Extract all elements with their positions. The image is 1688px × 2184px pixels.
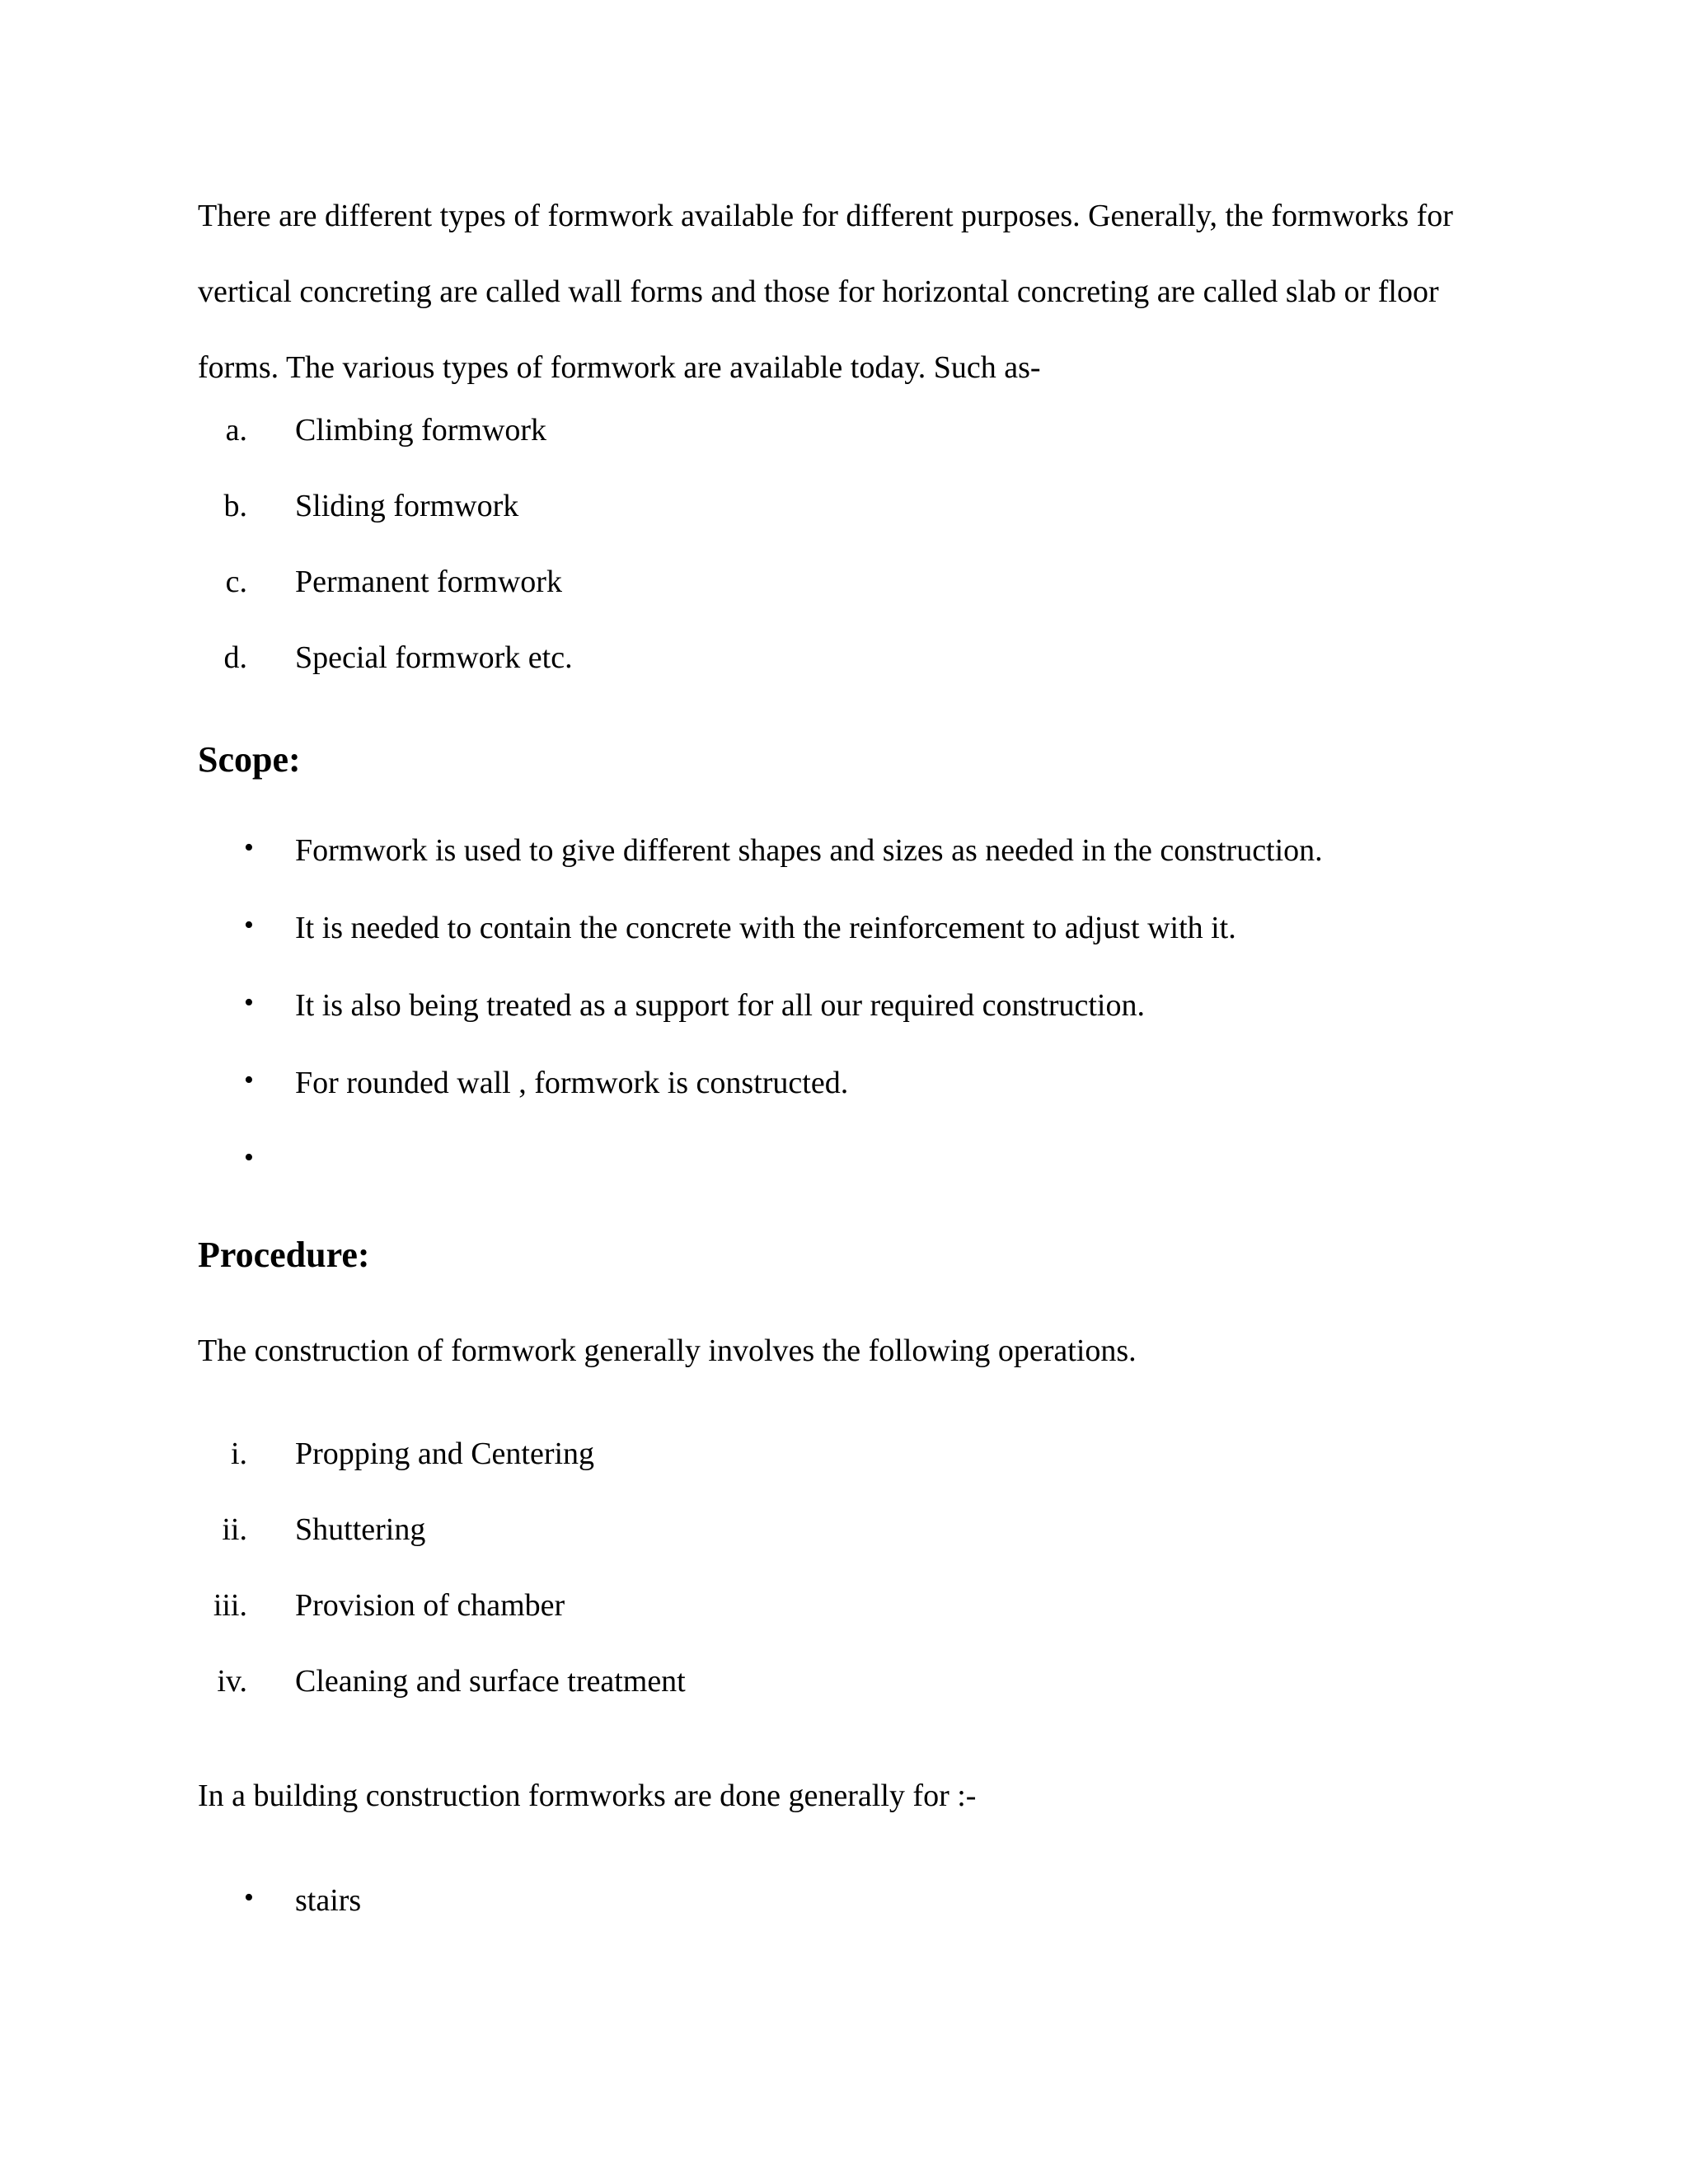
building-items-list	[0, 1882, 1688, 1958]
list-item	[0, 1663, 1688, 1739]
list-item-text: Climbing formwork	[295, 413, 547, 448]
list-item-text: Provision of chamber	[295, 1588, 565, 1623]
bullet-icon: •	[244, 910, 254, 940]
scope-heading: Scope:	[198, 739, 301, 780]
list-item-text: It is needed to contain the concrete with the reinforcement to adjust with it.	[295, 911, 1236, 945]
list-item	[0, 832, 1688, 910]
list-item	[0, 1511, 1688, 1587]
bullet-icon: •	[244, 1882, 254, 1913]
bullet-icon: •	[244, 832, 254, 863]
list-item	[0, 640, 1688, 715]
list-marker: a.	[225, 413, 247, 448]
list-item-text: Sliding formwork	[295, 489, 519, 523]
list-marker: d.	[223, 640, 247, 675]
list-item	[0, 564, 1688, 640]
bullet-icon: •	[244, 987, 254, 1018]
procedure-heading: Procedure:	[198, 1235, 370, 1275]
list-item	[0, 1142, 1688, 1220]
list-item-text: Shuttering	[295, 1512, 426, 1547]
list-item	[0, 910, 1688, 987]
list-item	[0, 1065, 1688, 1142]
bullet-icon: •	[244, 1065, 254, 1095]
intro-paragraph: There are different types of formwork available for different purposes. Generally, the formworks for vertical concreting are called wall forms and those for horizontal concreting are called slab or floor forms. The various types of formwork are available today. Such as-	[198, 199, 1453, 385]
list-item	[0, 1436, 1688, 1511]
list-item-text: Permanent formwork	[295, 565, 562, 599]
list-item	[0, 488, 1688, 564]
list-item	[0, 1882, 1688, 1958]
list-item	[0, 1587, 1688, 1663]
operations-list	[0, 1436, 1688, 1739]
list-item-text: It is also being treated as a support for all our required construction.	[295, 988, 1145, 1023]
formwork-types-list	[0, 412, 1688, 715]
list-marker: ii.	[222, 1512, 247, 1547]
list-marker: iv.	[217, 1664, 247, 1699]
list-item-text: Formwork is used to give different shapes and sizes as needed in the construction.	[295, 833, 1323, 868]
list-item-text: For rounded wall , formwork is constructed.	[295, 1066, 849, 1100]
list-marker: iii.	[213, 1588, 247, 1623]
list-item-text: stairs	[295, 1883, 362, 1918]
list-marker: b.	[223, 489, 247, 523]
list-item-text: Special formwork etc.	[295, 640, 573, 675]
list-marker: i.	[230, 1436, 247, 1471]
bullet-icon: •	[244, 1142, 254, 1173]
list-item-text: Cleaning and surface treatment	[295, 1664, 686, 1699]
procedure-intro: The construction of formwork generally involves the following operations.	[198, 1333, 1137, 1368]
building-intro: In a building construction formworks are done generally for :-	[198, 1779, 977, 1813]
scope-list	[0, 832, 1688, 1220]
list-item	[0, 412, 1688, 488]
list-item-text: Propping and Centering	[295, 1436, 595, 1471]
list-item	[0, 987, 1688, 1065]
list-marker: c.	[225, 565, 247, 599]
